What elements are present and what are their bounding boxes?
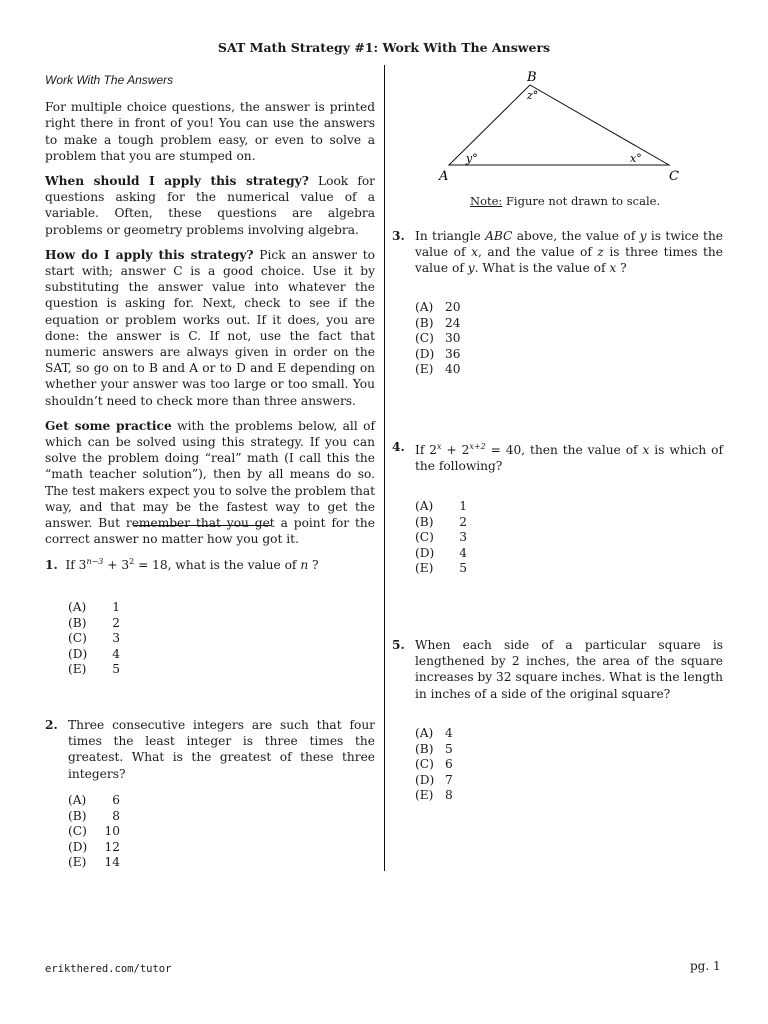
q2-text: Three consecutive integers are such that four times the least integer is three times the greatest. What is the greatest of these three integers? bbox=[68, 718, 375, 781]
choice-value: 1 bbox=[459, 499, 467, 513]
choice-label: (D) bbox=[415, 545, 435, 560]
p4-heading: Get some practice bbox=[45, 418, 172, 433]
choice-option[interactable] bbox=[68, 809, 120, 825]
choice-value: 8 bbox=[445, 788, 453, 803]
q4-text: If $2^x + 2^{x+2} = 40$, then the value of x is which of the following? bbox=[415, 442, 723, 474]
q5-text: When each side of a particular square is lengthened by 2 inches, the area of the square increases by 32 square inches. What is the length in inches of a side of the original square? bbox=[415, 638, 723, 701]
choice-value: 8 bbox=[112, 808, 120, 823]
choice-value: 5 bbox=[445, 741, 453, 756]
angle-z-label: z° bbox=[527, 89, 539, 102]
question-number: 2. bbox=[45, 718, 58, 732]
choice-label: (B) bbox=[415, 741, 434, 756]
intro-paragraph-2 bbox=[45, 173, 375, 238]
choice-label: (C) bbox=[68, 824, 87, 839]
choice-label: (C) bbox=[415, 757, 434, 772]
choice-value: 1 bbox=[112, 600, 120, 614]
choice-option[interactable] bbox=[68, 840, 120, 856]
choice-label: (A) bbox=[415, 726, 434, 740]
figure-note bbox=[470, 194, 660, 208]
p4-text: with the problems below, all of which can be solved using this strategy. If you can solve the problem doing “real” math (I call this the “math teacher solution”), then by all means do so. The test makers expect you to solve the problem that way, and that may be the fastest way to get the answer. But remember that you get a point for the correct answer no matter how you got it. bbox=[45, 418, 375, 547]
choice-label: (A) bbox=[68, 793, 87, 807]
choice-option[interactable] bbox=[68, 662, 120, 678]
choice-option[interactable] bbox=[415, 757, 467, 773]
q1-text-d: ? bbox=[308, 558, 319, 573]
column-divider bbox=[384, 65, 385, 871]
question-2 bbox=[45, 717, 375, 782]
choice-label: (A) bbox=[415, 300, 434, 314]
intro-section bbox=[45, 72, 375, 547]
q1-choices bbox=[68, 600, 120, 678]
footer-url[interactable]: erikthered.com/tutor bbox=[45, 963, 172, 975]
choice-label: (E) bbox=[415, 788, 434, 803]
choice-label: (D) bbox=[415, 346, 435, 361]
intro-paragraph-3 bbox=[45, 247, 375, 409]
choice-label: (C) bbox=[415, 331, 434, 346]
angle-y-label: y° bbox=[466, 152, 478, 165]
choice-option[interactable] bbox=[415, 742, 467, 758]
question-5 bbox=[392, 637, 723, 702]
choice-value: 4 bbox=[445, 726, 453, 740]
choice-value: 36 bbox=[445, 346, 461, 361]
choice-label: (A) bbox=[415, 499, 434, 513]
choice-label: (D) bbox=[415, 772, 435, 787]
choice-value: 6 bbox=[112, 793, 120, 807]
choice-label: (D) bbox=[68, 646, 88, 661]
choice-option[interactable] bbox=[415, 788, 467, 804]
section-divider bbox=[134, 525, 271, 526]
choice-option[interactable] bbox=[415, 347, 467, 363]
choice-value: 3 bbox=[459, 530, 467, 545]
choice-value: 7 bbox=[445, 772, 453, 787]
choice-value: 24 bbox=[445, 315, 461, 330]
q1-exponent-1: n−3 bbox=[86, 557, 104, 566]
vertex-b-label: B bbox=[527, 70, 537, 85]
choice-label: (B) bbox=[415, 315, 434, 330]
choice-label: (B) bbox=[415, 514, 434, 529]
q1-text-c: = 18, what is the value of bbox=[134, 558, 301, 573]
choice-option[interactable] bbox=[415, 515, 467, 531]
question-4 bbox=[392, 439, 723, 474]
q1-text-b: + 3 bbox=[103, 558, 130, 573]
q1-variable: n bbox=[300, 558, 309, 573]
choice-value: 4 bbox=[459, 545, 467, 560]
choice-value: 5 bbox=[112, 662, 120, 677]
note-label: Note: bbox=[470, 194, 503, 208]
choice-value: 10 bbox=[104, 824, 120, 839]
choice-option[interactable] bbox=[68, 793, 120, 809]
choice-label: (C) bbox=[415, 530, 434, 545]
choice-option[interactable] bbox=[68, 824, 120, 840]
choice-value: 30 bbox=[445, 331, 461, 346]
choice-value: 3 bbox=[112, 631, 120, 646]
intro-paragraph-4 bbox=[45, 418, 375, 548]
choice-label: (E) bbox=[415, 362, 434, 377]
choice-value: 14 bbox=[104, 855, 120, 870]
choice-option[interactable] bbox=[415, 546, 467, 562]
q2-choices bbox=[68, 793, 120, 871]
page-title: SAT Math Strategy #1: Work With The Answers bbox=[217, 40, 551, 55]
angle-x-label: x° bbox=[630, 152, 642, 165]
choice-value: 6 bbox=[445, 757, 453, 772]
choice-label: (E) bbox=[68, 855, 87, 870]
choice-value: 5 bbox=[459, 561, 467, 576]
p3-heading: How do I apply this strategy? bbox=[45, 247, 254, 262]
choice-option[interactable] bbox=[415, 726, 467, 742]
question-number: 1. bbox=[45, 558, 58, 573]
choice-option[interactable] bbox=[415, 316, 467, 332]
p3-text: Pick an answer to start with; answer C is a good choice. Use it by substituting the answer value into whatever the question is asking for. Next, check to see if the equation or problem works out. If it does, you are done: the answer is C. If not, use the fact that numeric answers are always given in order on the SAT, so go on to B and A or to D and E depending on whether your answer was too large or too small. You shouldn’t need to check more than three answers. bbox=[45, 247, 375, 408]
q5-choices bbox=[415, 726, 467, 804]
note-text: Figure not drawn to scale. bbox=[502, 194, 661, 208]
choice-value: 40 bbox=[445, 362, 461, 377]
choice-value: 20 bbox=[445, 300, 461, 314]
choice-label: (E) bbox=[415, 561, 434, 576]
choice-option[interactable] bbox=[68, 600, 120, 616]
choice-option[interactable] bbox=[415, 561, 467, 577]
choice-option[interactable] bbox=[415, 362, 467, 378]
choice-label: (D) bbox=[68, 839, 88, 854]
triangle-figure bbox=[425, 66, 695, 188]
choice-value: 2 bbox=[459, 514, 467, 529]
question-number: 5. bbox=[392, 638, 405, 652]
q4-choices bbox=[415, 499, 467, 577]
choice-option[interactable] bbox=[68, 616, 120, 632]
choice-label: (B) bbox=[68, 808, 87, 823]
question-number: 4. bbox=[392, 440, 405, 454]
choice-label: (C) bbox=[68, 631, 87, 646]
p2-text: Look for questions asking for the numerical value of a variable. Often, these questions are algebra problems or geometry problems involving algebra. bbox=[45, 174, 375, 237]
choice-option[interactable] bbox=[68, 631, 120, 647]
choice-label: (E) bbox=[68, 662, 87, 677]
question-1 bbox=[45, 554, 375, 573]
q3-choices bbox=[415, 300, 467, 378]
choice-value: 2 bbox=[112, 615, 120, 630]
choice-option[interactable] bbox=[415, 773, 467, 789]
choice-option[interactable] bbox=[68, 647, 120, 663]
choice-value: 4 bbox=[112, 646, 120, 661]
intro-paragraph-1: For multiple choice questions, the answer is printed right there in front of you! You can use the answers to make a tough problem easy, or even to solve a problem that you are stumped on. bbox=[45, 100, 375, 163]
section-title: Work With The Answers bbox=[45, 73, 174, 87]
choice-option[interactable] bbox=[415, 331, 467, 347]
p2-heading: When should I apply this strategy? bbox=[45, 174, 309, 189]
choice-value: 12 bbox=[104, 839, 120, 854]
q1-exponent-2: 2 bbox=[129, 557, 135, 566]
choice-option[interactable] bbox=[415, 499, 467, 515]
vertex-c-label: C bbox=[669, 169, 679, 184]
question-number: 3. bbox=[392, 229, 405, 243]
choice-label: (A) bbox=[68, 600, 87, 614]
question-3 bbox=[392, 228, 723, 277]
choice-option[interactable] bbox=[415, 530, 467, 546]
q1-text: If 3 bbox=[65, 558, 87, 573]
page-number: pg. 1 bbox=[690, 959, 721, 973]
vertex-a-label: A bbox=[439, 169, 449, 184]
choice-option[interactable] bbox=[68, 855, 120, 871]
choice-option[interactable] bbox=[415, 300, 467, 316]
q3-text: In triangle ABC above, the value of y is twice the value of x, and the value of z is three times the value of y. What is the value of x ? bbox=[415, 229, 724, 276]
choice-label: (B) bbox=[68, 615, 87, 630]
